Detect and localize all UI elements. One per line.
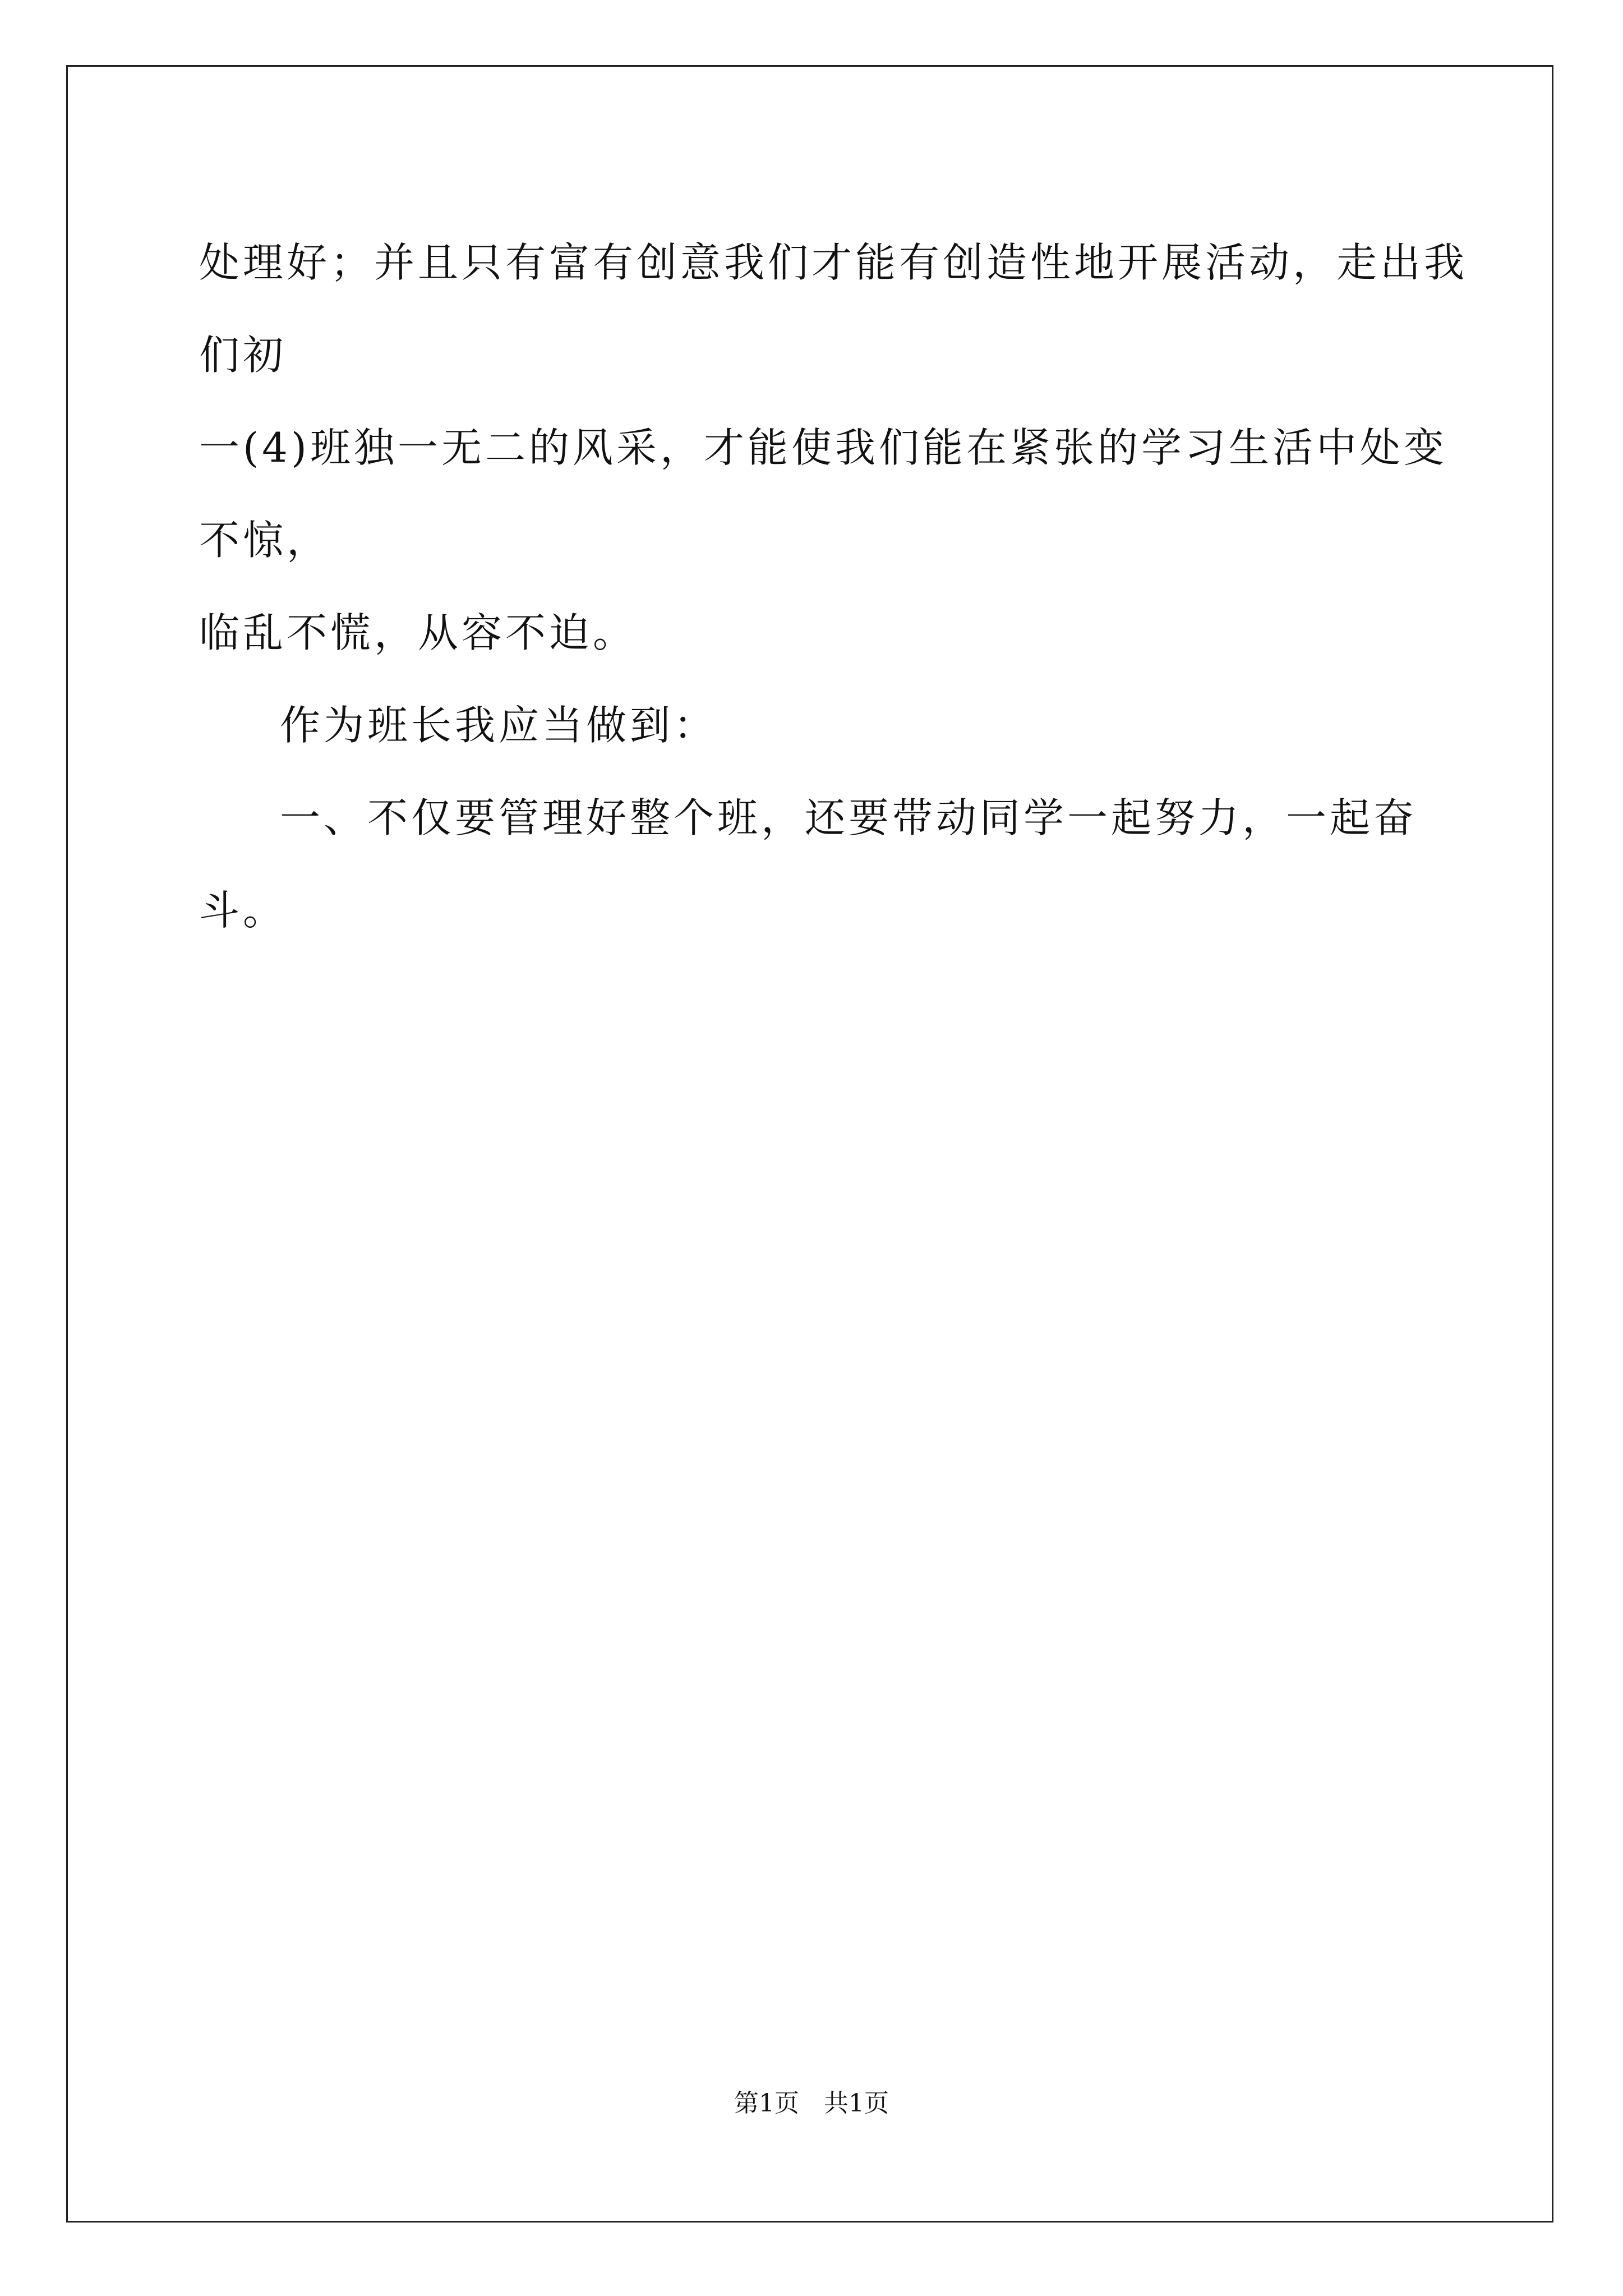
paragraph-3: 一、不仅要管理好整个班，还要带动同学一起努力，一起奋斗。: [199, 794, 1418, 934]
page-footer: 第1页 共1页: [734, 2089, 889, 2118]
paragraph-line-3: 临乱不慌，从容不迫。: [199, 609, 637, 656]
paragraph-2: 作为班长我应当做到：: [280, 702, 718, 749]
paragraph-line-1: 处理好；并且只有富有创意我们才能有创造性地开展活动，走出我们初: [199, 239, 1468, 379]
paragraph-line-2: 一(4)班独一无二的风采，才能使我们能在紧张的学习生活中处变不惊，: [199, 424, 1447, 564]
document-body: [199, 217, 1489, 957]
